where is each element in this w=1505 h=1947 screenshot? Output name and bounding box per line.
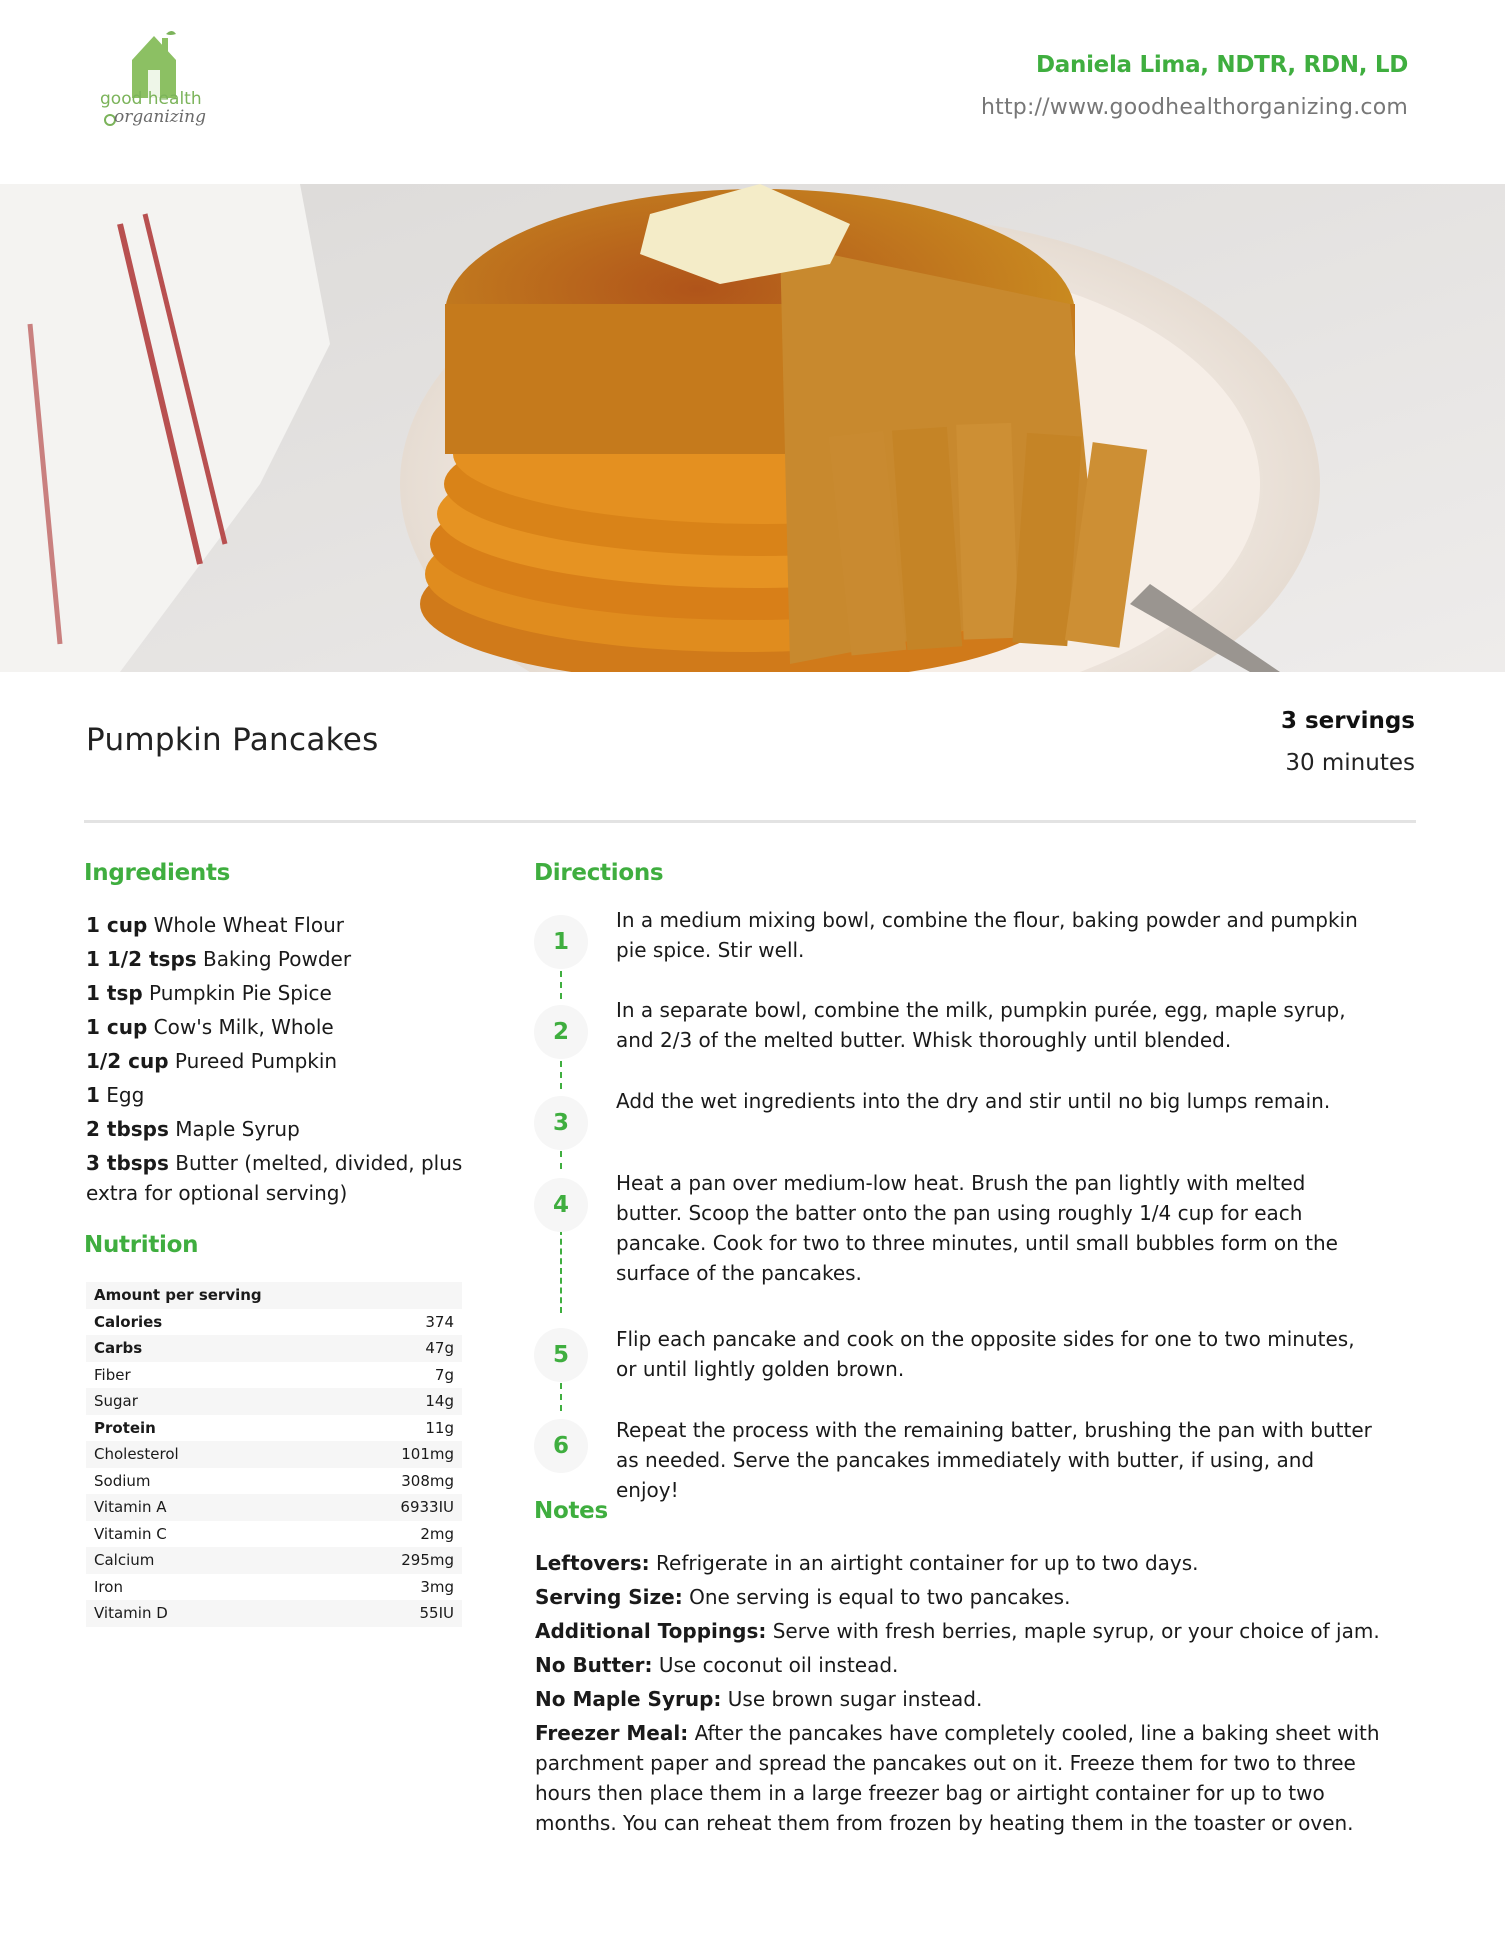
nutrient-label: Vitamin C (94, 1524, 167, 1543)
ingredient-qty: 1 cup (86, 913, 148, 937)
directions-heading: Directions (534, 860, 664, 886)
table-row (86, 1547, 462, 1574)
nutrient-value: 47g (425, 1339, 454, 1358)
ingredients-list (86, 910, 486, 1212)
step-text: In a separate bowl, combine the milk, pumpkin purée, egg, maple syrup, and 2/3 of the melted butter. Whisk thoroughly until blended. (616, 998, 1346, 1052)
step-number: 1 (534, 915, 588, 969)
website-link[interactable]: http://www.goodhealthorganizing.com (980, 95, 1408, 120)
note-label: Leftovers: (535, 1551, 650, 1575)
ingredient-qty: 1 (86, 1083, 100, 1107)
ingredient-qty: 1 tsp (86, 981, 143, 1005)
ingredient-item (86, 1148, 486, 1208)
table-row (86, 1494, 462, 1521)
note-text: Refrigerate in an airtight container for up to two days. (649, 1551, 1199, 1575)
author-name: Daniela Lima, NDTR, RDN, LD (1035, 52, 1408, 78)
nutrient-label: Fiber (94, 1365, 131, 1384)
nutrient-label: Iron (94, 1577, 123, 1596)
ingredient-qty: 1 cup (86, 1015, 148, 1039)
note-text: Serve with fresh berries, maple syrup, or your choice of jam. (766, 1619, 1380, 1643)
table-row (86, 1309, 462, 1336)
nutrient-label: Vitamin A (94, 1498, 167, 1517)
nutrient-value: 55IU (419, 1604, 454, 1623)
divider (84, 820, 1416, 823)
nutrient-label: Calcium (94, 1551, 155, 1570)
note-item (535, 1582, 1395, 1612)
nutrient-value: 3mg (420, 1577, 454, 1596)
table-row (86, 1415, 462, 1442)
ingredient-name: Maple Syrup (175, 1117, 300, 1141)
nutrition-header: Amount per serving (94, 1286, 262, 1305)
cook-time: 30 minutes (1285, 750, 1415, 776)
nutrient-value: 308mg (401, 1471, 454, 1490)
nutrient-value: 374 (425, 1312, 454, 1331)
note-label: Freezer Meal: (535, 1721, 689, 1745)
ingredients-heading: Ingredients (84, 860, 231, 886)
notes-list (535, 1548, 1395, 1842)
note-label: No Maple Syrup: (535, 1687, 722, 1711)
ingredient-name: Butter (melted, divided, plus extra for optional serving) (86, 1151, 463, 1205)
note-item (535, 1616, 1395, 1646)
ingredient-item (86, 1080, 486, 1110)
step-text: Heat a pan over medium-low heat. Brush the pan lightly with melted butter. Scoop the batter onto the pan using roughly 1/4 cup for each pancake. Cook for two to three minutes, until small bubbles form on the surface of the pancakes. (616, 1171, 1338, 1285)
logo-house-icon (92, 28, 222, 148)
nutrient-value: 6933IU (400, 1498, 454, 1517)
notes-heading: Notes (534, 1498, 608, 1524)
step-connector (560, 1229, 562, 1313)
nutrient-value: 7g (434, 1365, 454, 1384)
nutrient-label: Vitamin D (94, 1604, 168, 1623)
step-connector (560, 971, 562, 999)
step-text: In a medium mixing bowl, combine the flour, baking powder and pumpkin pie spice. Stir well. (616, 908, 1358, 962)
note-text: Use coconut oil instead. (652, 1653, 899, 1677)
step-number: 5 (534, 1328, 588, 1382)
step-number: 2 (534, 1005, 588, 1059)
ingredient-qty: 2 tbsps (86, 1117, 169, 1141)
ingredient-name: Pureed Pumpkin (174, 1049, 338, 1073)
ingredient-name: Egg (106, 1083, 145, 1107)
step-connector (560, 1383, 562, 1411)
servings-count: 3 servings (1280, 708, 1415, 734)
step-connector (560, 1061, 562, 1089)
step-text: Repeat the process with the remaining batter, brushing the pan with butter as needed. Serve the pancakes immediately with butter, if using, and enjoy! (616, 1418, 1372, 1502)
table-row (86, 1388, 462, 1415)
nutrient-value: 295mg (401, 1551, 454, 1570)
table-row (86, 1362, 462, 1389)
nutrient-value: 2mg (420, 1524, 454, 1543)
note-item (535, 1684, 1395, 1714)
nutrition-table (86, 1282, 462, 1627)
table-row (86, 1441, 462, 1468)
table-row (86, 1468, 462, 1495)
ingredient-item (86, 910, 486, 940)
note-label: Serving Size: (535, 1585, 683, 1609)
pancake-photo (0, 184, 1505, 672)
ingredient-name: Pumpkin Pie Spice (149, 981, 332, 1005)
note-item (535, 1650, 1395, 1680)
nutrient-label: Calories (94, 1312, 163, 1331)
ingredient-item (86, 978, 486, 1008)
ingredient-item (86, 1046, 486, 1076)
ingredient-name: Whole Wheat Flour (153, 913, 344, 937)
step-text: Add the wet ingredients into the dry and stir until no big lumps remain. (616, 1089, 1331, 1113)
logo-line-2: organizing (114, 107, 206, 127)
note-label: No Butter: (535, 1653, 653, 1677)
logo-line-1: good health (100, 89, 202, 109)
logo-wordmark (100, 90, 206, 126)
recipe-title: Pumpkin Pancakes (86, 722, 379, 758)
ingredient-name: Cow's Milk, Whole (153, 1015, 334, 1039)
nutrient-label: Protein (94, 1418, 156, 1437)
nutrition-heading: Nutrition (84, 1232, 199, 1258)
table-row (86, 1574, 462, 1601)
ingredient-item (86, 944, 486, 974)
step-connector (560, 1151, 562, 1169)
note-text: After the pancakes have completely cooled, line a baking sheet with parchment paper and spread the pancakes out on it. Freeze them for two to three hours then place them in a large freezer bag or airtight container for up to two months. You can reheat them from frozen by heating them in the toaster or oven. (535, 1721, 1380, 1835)
note-item (535, 1718, 1395, 1838)
nutrient-value: 101mg (401, 1445, 454, 1464)
table-row (86, 1521, 462, 1548)
table-row (86, 1600, 462, 1627)
note-text: One serving is equal to two pancakes. (682, 1585, 1071, 1609)
ingredient-qty: 3 tbsps (86, 1151, 169, 1175)
nutrient-label: Sugar (94, 1392, 138, 1411)
step-number: 4 (534, 1178, 588, 1232)
step-text: Flip each pancake and cook on the opposite sides for one to two minutes, or until lightly golden brown. (616, 1327, 1355, 1381)
note-label: Additional Toppings: (535, 1619, 767, 1643)
step-number: 3 (534, 1096, 588, 1150)
note-text: Use brown sugar instead. (721, 1687, 983, 1711)
ingredient-item (86, 1114, 486, 1144)
note-item (535, 1548, 1395, 1578)
table-row (86, 1282, 462, 1309)
nutrient-label: Carbs (94, 1339, 143, 1358)
ingredient-qty: 1/2 cup (86, 1049, 169, 1073)
nutrient-value: 11g (425, 1418, 454, 1437)
ingredient-item (86, 1012, 486, 1042)
ingredient-qty: 1 1/2 tsps (86, 947, 197, 971)
step-number: 6 (534, 1419, 588, 1473)
ingredient-name: Baking Powder (203, 947, 352, 971)
table-row (86, 1335, 462, 1362)
nutrient-label: Cholesterol (94, 1445, 179, 1464)
nutrient-value: 14g (425, 1392, 454, 1411)
nutrient-label: Sodium (94, 1471, 151, 1490)
